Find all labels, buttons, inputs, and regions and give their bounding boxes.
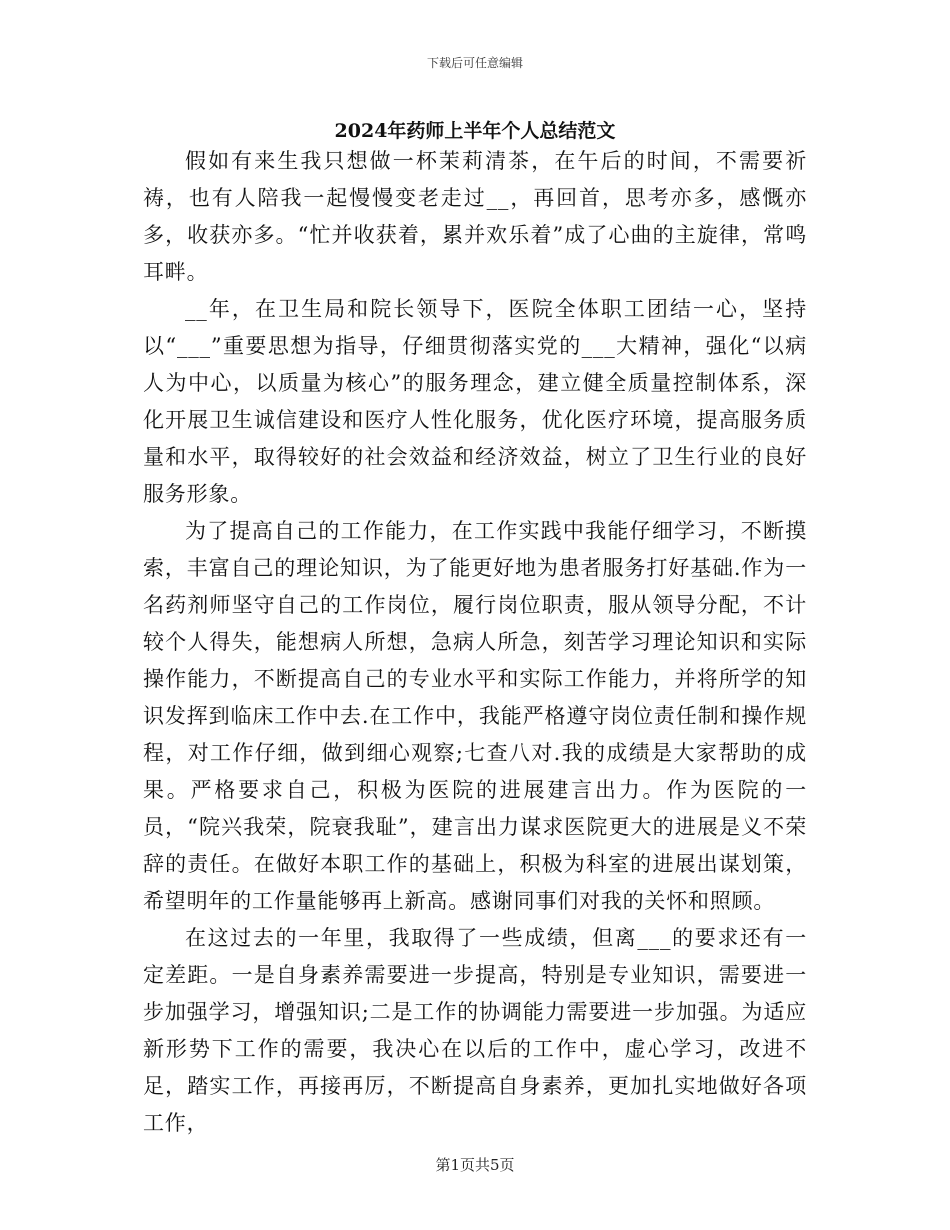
document-title: 2024年药师上半年个人总结范文 xyxy=(334,120,616,142)
header-note: 下载后可任意编辑 xyxy=(426,56,523,70)
paragraph-4: 在这过去的一年里，我取得了一些成绩，但离___的要求还有一定差距。一是自身素养需要进一步提高，特别是专业知识，需要进一步加强学习，增强知识;二是工作的协调能力需要进一步加强。为适应新形势下工作的需要，我决心在以后的工作中，虚心学习，改进不足，踏实工作，再接再厉，不断提高自身素养，更加扎实地做好各项工作， xyxy=(143,926,807,1135)
page-number-footer: 第1页共5页 xyxy=(435,1156,515,1174)
document-body xyxy=(143,143,807,1142)
paragraph-2: __年，在卫生局和院长领导下，医院全体职工团结一心，坚持以“___”重要思想为指导，仔细贯彻落实党的___大精神，强化“以病人为中心，以质量为核心”的服务理念，建立健全质量控制体系，深化开展卫生诚信建设和医疗人性化服务，优化医疗环境，提高服务质量和水平，取得较好的社会效益和经济效益，树立了卫生行业的良好服务形象。 xyxy=(143,297,807,506)
paragraph-1: 假如有来生我只想做一杯茉莉清茶，在午后的时间，不需要祈祷，也有人陪我一起慢慢变老走过__，再回首，思考亦多，感慨亦多，收获亦多。“忙并收获着，累并欢乐着”成了心曲的主旋律，常鸣耳畔。 xyxy=(143,149,807,284)
paragraph-3: 为了提高自己的工作能力，在工作实践中我能仔细学习，不断摸索，丰富自己的理论知识，为了能更好地为患者服务打好基础.作为一名药剂师坚守自己的工作岗位，履行岗位职责，服从领导分配，不计较个人得失，能想病人所想，急病人所急，刻苦学习理论知识和实际操作能力，不断提高自己的专业水平和实际工作能力，并将所学的知识发挥到临床工作中去.在工作中，我能严格遵守岗位责任制和操作规程，对工作仔细，做到细心观察;七查八对.我的成绩是大家帮助的成果。严格要求自己，积极为医院的进展建言出力。作为医院的一员，“院兴我荣，院衰我耻”，建言出力谋求医院更大的进展是义不荣辞的责任。在做好本职工作的基础上，积极为科室的进展出谋划策，希望明年的工作量能够再上新高。感谢同事们对我的关怀和照顾。 xyxy=(143,519,807,913)
